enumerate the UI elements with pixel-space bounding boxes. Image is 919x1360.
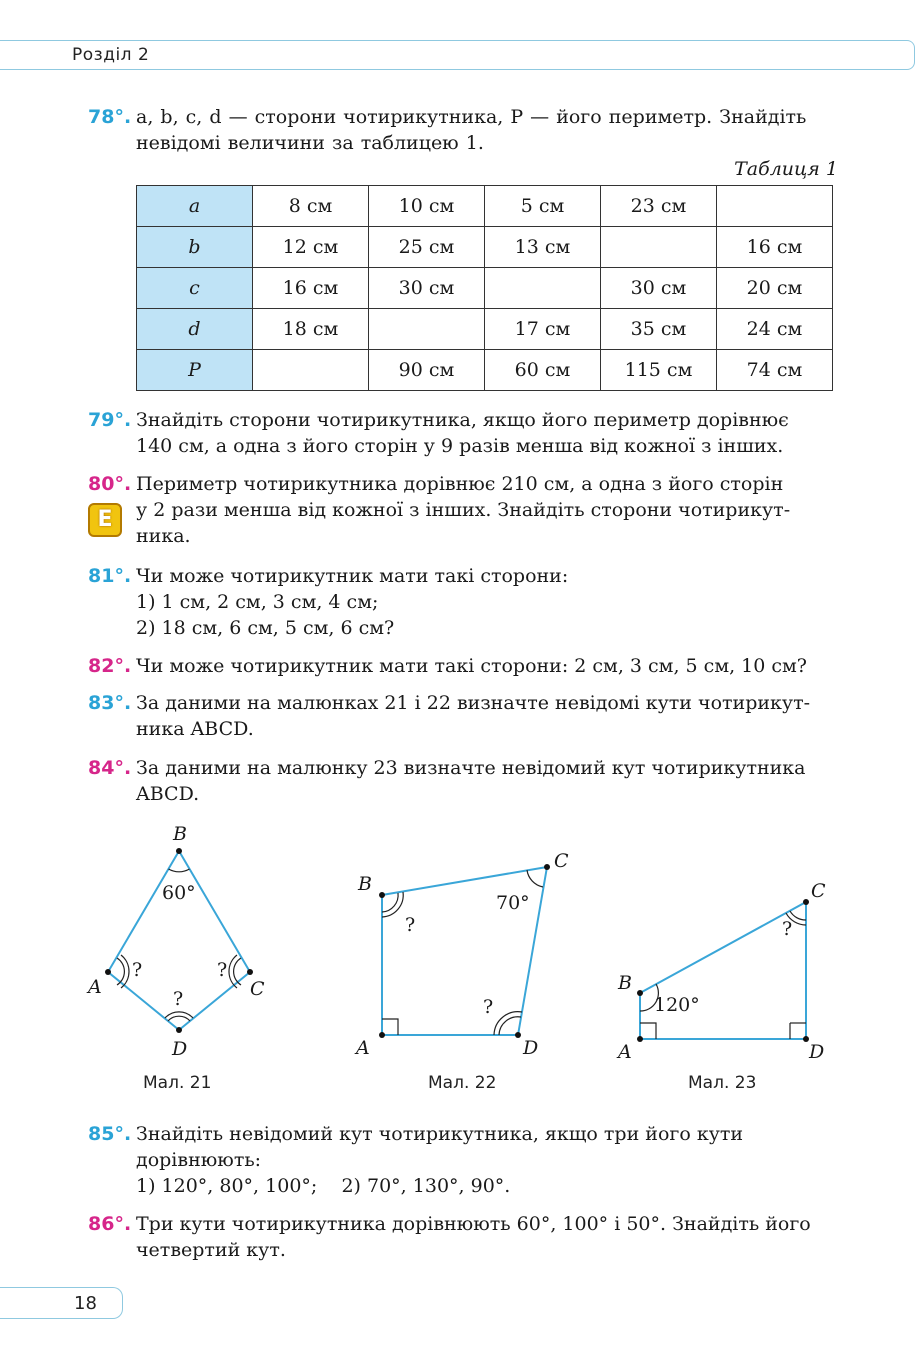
table-cell xyxy=(717,186,833,227)
table-cell: 23 см xyxy=(601,186,717,227)
table-cell: 17 см xyxy=(485,309,601,350)
table-cell: 35 см xyxy=(601,309,717,350)
table-cell: 12 см xyxy=(253,227,369,268)
table-row xyxy=(137,227,833,268)
vertex-label-a: A xyxy=(618,1041,632,1063)
problem-line: Знайдіть сторони чотирикутника, якщо його периметр дорівнює xyxy=(136,409,789,431)
table-cell: 8 см xyxy=(253,186,369,227)
problem-line: 1) 1 см, 2 см, 3 см, 4 см; xyxy=(136,591,379,613)
table-cell: 30 см xyxy=(601,268,717,309)
electronic-resource-icon: E xyxy=(88,503,122,537)
problem-78 xyxy=(88,104,840,156)
table-row xyxy=(137,350,833,391)
table-cell: P xyxy=(137,350,253,391)
problem-79 xyxy=(88,407,840,459)
vertex-label-a: A xyxy=(88,976,102,998)
table-cell: 16 см xyxy=(717,227,833,268)
problem-line: Периметр чотирикутника дорівнює 210 см, а одна з його сторін xyxy=(136,473,784,495)
table-cell xyxy=(253,350,369,391)
problem-line: ника. xyxy=(136,525,191,547)
table-cell: c xyxy=(137,268,253,309)
problem-number: 79°. xyxy=(88,409,132,431)
problem-line: 140 см, а одна з його сторін у 9 разів менша від кожної з інших. xyxy=(136,435,784,457)
problem-line: За даними на малюнку 23 визначте невідомий кут чотирикутника xyxy=(136,757,806,779)
section-header xyxy=(0,40,919,72)
problem-line: невідомі величини за таблицею 1. xyxy=(136,132,484,154)
problem-line: четвертий кут. xyxy=(136,1239,286,1261)
problem-number: 82°. xyxy=(88,655,132,677)
table-cell: 13 см xyxy=(485,227,601,268)
problem-line: 1) 120°, 80°, 100°; 2) 70°, 130°, 90°. xyxy=(136,1175,511,1197)
figure-caption: Мал. 23 xyxy=(688,1073,757,1093)
table-cell: a xyxy=(137,186,253,227)
problem-line: Знайдіть невідомий кут чотирикутника, якщо три його кути xyxy=(136,1123,744,1145)
table-cell: 74 см xyxy=(717,350,833,391)
vertex-label-c: C xyxy=(811,880,826,902)
vertex-label-a: A xyxy=(356,1037,370,1059)
page-number-tab xyxy=(0,1287,126,1321)
problem-line: 2) 18 см, 6 см, 5 см, 6 см? xyxy=(136,617,395,639)
figure-22 xyxy=(350,845,580,1065)
vertex-label-c: C xyxy=(554,850,569,872)
problem-85 xyxy=(88,1121,840,1199)
problem-86 xyxy=(88,1211,840,1263)
table-row xyxy=(137,309,833,350)
vertex-label-c: C xyxy=(250,978,265,1000)
table-cell xyxy=(369,309,485,350)
table-row xyxy=(137,186,833,227)
problem-number: 80°. xyxy=(88,473,132,495)
problem-81 xyxy=(88,563,840,641)
unknown-angle-label: ? xyxy=(217,959,228,981)
unknown-angle-label: ? xyxy=(405,914,416,936)
table-caption: Таблиця 1 xyxy=(734,158,838,180)
section-title: Розділ 2 xyxy=(72,45,150,65)
problem-line: ABCD. xyxy=(136,783,200,805)
vertex-label-d: D xyxy=(523,1037,539,1059)
figure-21 xyxy=(80,815,280,1060)
vertex-label-d: D xyxy=(172,1038,188,1060)
table-row xyxy=(137,268,833,309)
table-cell: 10 см xyxy=(369,186,485,227)
problem-number: 81°. xyxy=(88,565,132,587)
problem-line: Чи може чотирикутник мати такі сторони: xyxy=(136,565,569,587)
data-table xyxy=(136,185,833,391)
problem-80 xyxy=(88,471,840,549)
table-cell: 20 см xyxy=(717,268,833,309)
figure-caption: Мал. 21 xyxy=(143,1073,212,1093)
page-number: 18 xyxy=(74,1293,97,1314)
table-cell: 115 см xyxy=(601,350,717,391)
unknown-angle-label: ? xyxy=(173,988,184,1010)
table-cell: 30 см xyxy=(369,268,485,309)
angle-label: 60° xyxy=(162,882,196,904)
table-cell: 18 см xyxy=(253,309,369,350)
problem-line: Три кути чотирикутника дорівнюють 60°, 100° і 50°. Знайдіть його xyxy=(136,1213,811,1235)
vertex-label-d: D xyxy=(809,1041,825,1063)
problem-line: дорівнюють: xyxy=(136,1149,262,1171)
table-cell: 25 см xyxy=(369,227,485,268)
table-cell: 24 см xyxy=(717,309,833,350)
table-cell xyxy=(601,227,717,268)
problem-number: 84°. xyxy=(88,757,132,779)
table-cell: 5 см xyxy=(485,186,601,227)
problem-number: 86°. xyxy=(88,1213,132,1235)
figure-23 xyxy=(610,875,840,1065)
vertex-label-b: B xyxy=(173,823,187,845)
unknown-angle-label: ? xyxy=(132,959,143,981)
vertex-label-b: B xyxy=(618,972,632,994)
problem-line: За даними на малюнках 21 і 22 визначте невідомі кути чотирикут- xyxy=(136,692,810,714)
table-cell: 16 см xyxy=(253,268,369,309)
angle-label: 70° xyxy=(496,892,530,914)
problem-line: у 2 рази менша від кожної з інших. Знайдіть сторони чотирикут- xyxy=(136,499,791,521)
footer-band xyxy=(0,1287,123,1319)
problem-83 xyxy=(88,690,840,742)
unknown-angle-label: ? xyxy=(782,918,793,940)
table-cell xyxy=(485,268,601,309)
table-cell: 60 см xyxy=(485,350,601,391)
table-cell: b xyxy=(137,227,253,268)
unknown-angle-label: ? xyxy=(483,996,494,1018)
table-cell: d xyxy=(137,309,253,350)
angle-label: 120° xyxy=(654,994,700,1016)
problem-number: 78°. xyxy=(88,106,132,128)
figure-caption: Мал. 22 xyxy=(428,1073,497,1093)
table-cell: 90 см xyxy=(369,350,485,391)
problem-line: a, b, c, d — сторони чотирикутника, P — його периметр. Знайдіть xyxy=(136,106,807,128)
problem-line: Чи може чотирикутник мати такі сторони: 2 см, 3 см, 5 см, 10 см? xyxy=(136,655,807,677)
problem-number: 85°. xyxy=(88,1123,132,1145)
problem-number: 83°. xyxy=(88,692,132,714)
vertex-label-b: B xyxy=(358,873,372,895)
problem-82 xyxy=(88,653,840,679)
problem-84 xyxy=(88,755,840,807)
problem-line: ника ABCD. xyxy=(136,718,254,740)
